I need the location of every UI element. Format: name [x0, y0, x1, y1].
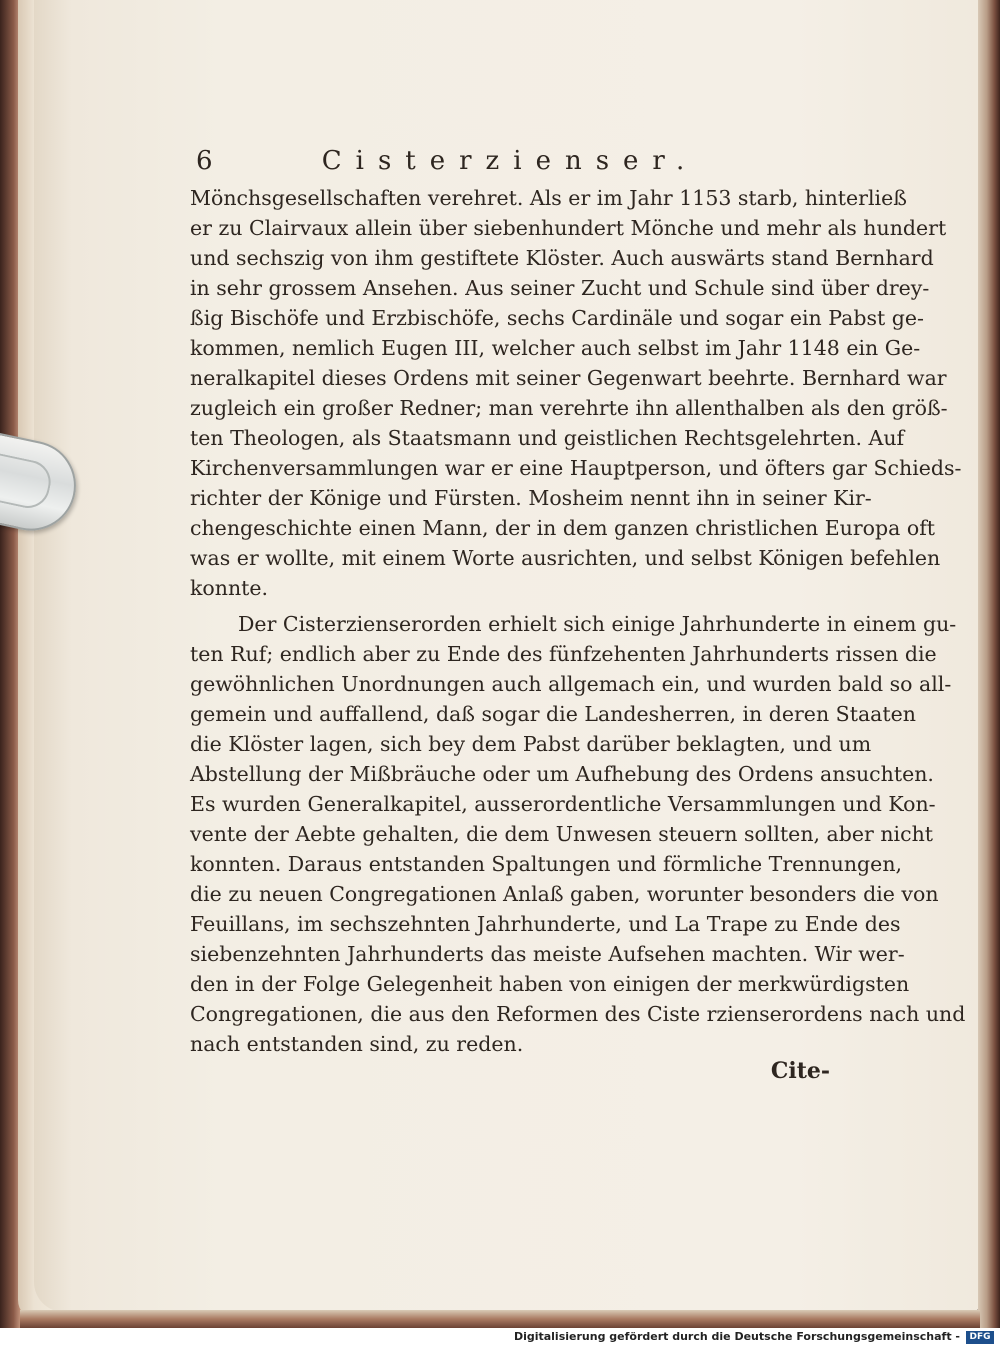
book-fore-edge: [978, 0, 1000, 1328]
page-number: 6: [196, 146, 213, 176]
text-line: und sechszig von ihm gestiftete Klöster. Auch auswärts stand Bernhard: [190, 246, 934, 270]
text-line: zugleich ein großer Redner; man verehrte ihn allenthalben als den größ-: [190, 396, 948, 420]
text-line: Congregationen, die aus den Reformen des Ciste rzienserordens nach und: [190, 1002, 966, 1026]
text-line: vente der Aebte gehalten, die dem Unwesen steuern sollten, aber nicht: [190, 822, 934, 846]
text-line: Kirchenversammlungen war er eine Hauptperson, und öfters gar Schieds-: [190, 456, 962, 480]
text-line: neralkapitel dieses Ordens mit seiner Gegenwart beehrte. Bernhard war: [190, 366, 947, 390]
text-line: Feuillans, im sechszehnten Jahrhunderte, und La Trape zu Ende des: [190, 912, 901, 936]
text-line: chengeschichte einen Mann, der in dem ganzen christlichen Europa oft: [190, 516, 936, 540]
text-line: die zu neuen Congregationen Anlaß gaben, worunter besonders die von: [190, 882, 939, 906]
text-line: Abstellung der Mißbräuche oder um Aufhebung des Ordens ansuchten.: [190, 762, 934, 786]
text-line: den in der Folge Gelegenheit haben von einigen der merkwürdigsten: [190, 972, 910, 996]
funding-credit: Digitalisierung gefördert durch die Deutsche Forschungsgemeinschaft -: [513, 1330, 960, 1343]
text-line: Es wurden Generalkapitel, ausserordentliche Versammlungen und Kon-: [190, 792, 936, 816]
text-line: er zu Clairvaux allein über siebenhundert Mönche und mehr als hundert: [190, 216, 947, 240]
digitization-footer: [0, 1328, 1000, 1348]
text-line: konnte.: [190, 576, 269, 600]
text-line: nach entstanden sind, zu reden.: [190, 1032, 524, 1056]
text-line: Mönchsgesellschaften verehret. Als er im Jahr 1153 starb, hinterließ: [190, 186, 907, 210]
running-header: [190, 146, 830, 182]
text-line: ten Ruf; endlich aber zu Ende des fünfzehenten Jahrhunderts rissen die: [190, 642, 937, 666]
text-line: gemein und auffallend, daß sogar die Landesherren, in deren Staaten: [190, 702, 916, 726]
catchword: Cite-: [770, 1058, 830, 1084]
text-line: Der Cisterzienserorden erhielt sich einige Jahrhunderte in einem gu-: [238, 612, 957, 636]
text-line: richter der Könige und Fürsten. Mosheim nennt ihn in seiner Kir-: [190, 486, 872, 510]
dfg-logo: DFG: [966, 1331, 994, 1344]
text-line: konnten. Daraus entstanden Spaltungen und förmliche Trennungen,: [190, 852, 903, 876]
text-line: kommen, nemlich Eugen III, welcher auch selbst im Jahr 1148 ein Ge-: [190, 336, 921, 360]
text-line: ten Theologen, als Staatsmann und geistlichen Rechtsgelehrten. Auf: [190, 426, 905, 450]
text-line: gewöhnlichen Unordnungen auch allgemach ein, und wurden bald so all-: [190, 672, 952, 696]
running-title: Cisterzienser.: [321, 146, 699, 176]
text-line: ßig Bischöfe und Erzbischöfe, sechs Cardinäle und sogar ein Pabst ge-: [190, 306, 924, 330]
book-bottom-edge: [20, 1310, 980, 1328]
text-line: siebenzehnten Jahrhunderts das meiste Aufsehen machten. Wir wer-: [190, 942, 905, 966]
text-line: was er wollte, mit einem Worte ausrichten, und selbst Königen befehlen: [190, 546, 941, 570]
text-line: die Klöster lagen, sich bey dem Pabst darüber beklagten, und um: [190, 732, 872, 756]
text-line: in sehr grossem Ansehen. Aus seiner Zucht und Schule sind über drey-: [190, 276, 930, 300]
